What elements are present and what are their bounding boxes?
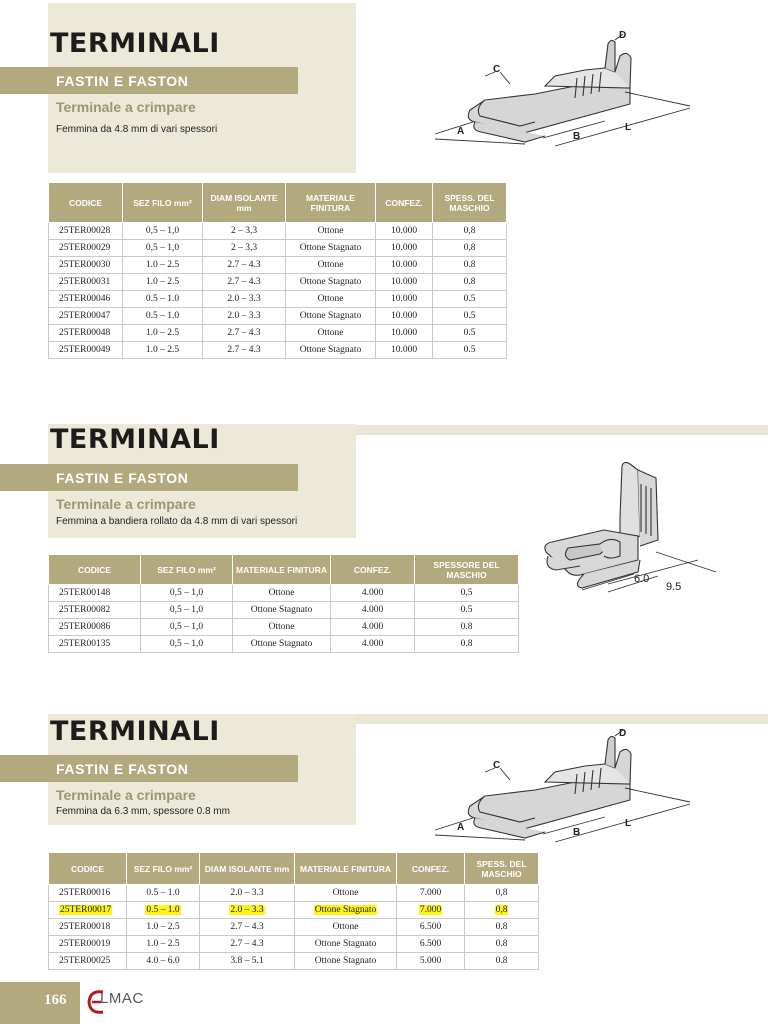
- label-l: L: [625, 818, 632, 829]
- category-label: FASTIN E FASTON: [56, 761, 189, 777]
- table-cell: 2.7 – 4.3: [200, 919, 295, 936]
- table-cell: 10.000: [376, 274, 433, 291]
- col-header: MATERIALE FINITURA: [286, 183, 376, 223]
- table-cell: 25TER00086: [49, 619, 141, 636]
- table-cell: 0.5: [433, 325, 507, 342]
- table-cell: 2.7 – 4.3: [203, 325, 286, 342]
- table-cell: Ottone Stagnato: [233, 602, 331, 619]
- table-cell: 0.8: [433, 257, 507, 274]
- section-title: TERMINALI: [50, 716, 220, 747]
- col-header: CONFEZ.: [397, 853, 465, 885]
- table-cell: 2 – 3,3: [203, 240, 286, 257]
- table-cell: Ottone: [286, 291, 376, 308]
- table-cell: 1.0 – 2.5: [127, 919, 200, 936]
- terminal-diagram: [425, 26, 710, 156]
- table-cell: 2.7 – 4.3: [200, 936, 295, 953]
- product-subtitle: Terminale a crimpare: [56, 99, 196, 115]
- table-cell: 0.8: [465, 919, 539, 936]
- table-cell: [127, 902, 200, 919]
- section-title: TERMINALI: [50, 28, 220, 59]
- table-cell: [397, 902, 465, 919]
- col-header: DIAM ISOLANTE mm: [203, 183, 286, 223]
- table-row: [49, 902, 539, 919]
- table-cell: 10.000: [376, 325, 433, 342]
- product-description: Femmina a bandiera rollato da 4.8 mm di vari spessori: [56, 516, 298, 527]
- highlighted-text: 0,8: [495, 905, 508, 915]
- table-cell: 1.0 – 2.5: [123, 325, 203, 342]
- table-cell: 0,8: [465, 885, 539, 902]
- table-cell: 0,5 – 1,0: [141, 636, 233, 653]
- table-cell: Ottone: [233, 585, 331, 602]
- table-cell: 10.000: [376, 257, 433, 274]
- col-header: SEZ FILO mm²: [141, 555, 233, 585]
- table-cell: Ottone Stagnato: [286, 342, 376, 359]
- table-cell: 2.0 – 3.3: [203, 308, 286, 325]
- table-cell: 25TER00018: [49, 919, 127, 936]
- table-cell: 0,5 – 1,0: [141, 619, 233, 636]
- table-row: [49, 619, 519, 636]
- table-cell: Ottone Stagnato: [233, 636, 331, 653]
- table-cell: 0.8: [433, 274, 507, 291]
- terminal-diagram: [538, 456, 720, 612]
- table-body: [49, 585, 519, 653]
- col-header: SPESSORE DEL MASCHIO: [415, 555, 519, 585]
- table-row: [49, 885, 539, 902]
- spec-table: [48, 182, 507, 359]
- table-cell: 0.5: [415, 602, 519, 619]
- label-a: A: [457, 822, 465, 833]
- table-body: [49, 885, 539, 970]
- table-cell: 4.000: [331, 585, 415, 602]
- table-cell: 2.0 – 3.3: [203, 291, 286, 308]
- table-cell: 0.5: [433, 291, 507, 308]
- table-cell: 2.7 – 4.3: [203, 342, 286, 359]
- col-header: CONFEZ.: [376, 183, 433, 223]
- table-cell: 25TER00030: [49, 257, 123, 274]
- table-cell: 0,5 – 1,0: [141, 585, 233, 602]
- table-cell: 7.000: [397, 885, 465, 902]
- table-cell: 0.8: [465, 936, 539, 953]
- table-cell: 25TER00135: [49, 636, 141, 653]
- table-cell: 10.000: [376, 342, 433, 359]
- table-cell: 0,8: [433, 240, 507, 257]
- table-cell: 25TER00019: [49, 936, 127, 953]
- table-cell: 4.000: [331, 636, 415, 653]
- table-row: [49, 223, 507, 240]
- highlighted-text: 0.5 – 1.0: [146, 905, 180, 915]
- logo-wordmark: LMAC: [100, 990, 144, 1007]
- terminal-diagram: [425, 726, 710, 852]
- category-label: FASTIN E FASTON: [56, 470, 189, 486]
- page-number: 166: [44, 992, 67, 1008]
- product-description: Femmina da 6.3 mm, spessore 0.8 mm: [56, 806, 230, 817]
- table-cell: 25TER00028: [49, 223, 123, 240]
- table-cell: Ottone Stagnato: [295, 953, 397, 970]
- table-cell: Ottone: [233, 619, 331, 636]
- table-row: [49, 257, 507, 274]
- table-cell: 2.0 – 3.3: [200, 885, 295, 902]
- section-rule: [356, 425, 768, 435]
- label-d: D: [619, 728, 627, 739]
- table-row: [49, 291, 507, 308]
- product-description: Femmina da 4.8 mm di vari spessori: [56, 124, 218, 135]
- col-header: SEZ FILO mm²: [123, 183, 203, 223]
- table-cell: 0.5 – 1.0: [123, 308, 203, 325]
- table-cell: 0,8: [433, 223, 507, 240]
- table-cell: 1.0 – 2.5: [123, 257, 203, 274]
- table-cell: 25TER00025: [49, 953, 127, 970]
- highlighted-text: 7.000: [419, 905, 442, 915]
- col-header: DIAM ISOLANTE mm: [200, 853, 295, 885]
- col-header: CONFEZ.: [331, 555, 415, 585]
- product-subtitle: Terminale a crimpare: [56, 496, 196, 512]
- col-header: SPESS. DEL MASCHIO: [465, 853, 539, 885]
- table-cell: 0.5 – 1.0: [123, 291, 203, 308]
- label-c: C: [493, 64, 501, 75]
- table-cell: 6.500: [397, 936, 465, 953]
- col-header: CODICE: [49, 183, 123, 223]
- table-cell: 0.8: [465, 953, 539, 970]
- table-cell: [49, 902, 127, 919]
- label-a: A: [457, 126, 465, 137]
- col-header: SEZ FILO mm²: [127, 853, 200, 885]
- table-cell: 25TER00049: [49, 342, 123, 359]
- table-cell: 25TER00048: [49, 325, 123, 342]
- col-header: CODICE: [49, 853, 127, 885]
- table-cell: 2.7 – 4.3: [203, 274, 286, 291]
- category-band: [0, 67, 298, 94]
- table-cell: 0.8: [415, 619, 519, 636]
- table-cell: 1.0 – 2.5: [127, 936, 200, 953]
- table-cell: 25TER00082: [49, 602, 141, 619]
- table-row: [49, 585, 519, 602]
- table-cell: 10.000: [376, 308, 433, 325]
- category-band: [0, 755, 298, 782]
- table-cell: Ottone: [286, 223, 376, 240]
- category-label: FASTIN E FASTON: [56, 73, 189, 89]
- table-cell: 0,5 – 1,0: [123, 223, 203, 240]
- table-cell: 2 – 3,3: [203, 223, 286, 240]
- highlighted-text: Ottone Stagnato: [314, 905, 377, 915]
- label-c: C: [493, 760, 501, 771]
- table-cell: 0,5 – 1,0: [123, 240, 203, 257]
- table-cell: 0.8: [415, 636, 519, 653]
- category-band: [0, 464, 298, 491]
- table-cell: 25TER00029: [49, 240, 123, 257]
- table-cell: 10.000: [376, 291, 433, 308]
- table-cell: 10.000: [376, 223, 433, 240]
- table-cell: 10.000: [376, 240, 433, 257]
- table-cell: 25TER00031: [49, 274, 123, 291]
- highlighted-text: 2.0 – 3.3: [230, 905, 264, 915]
- table-cell: 25TER00046: [49, 291, 123, 308]
- col-header: MATERIALE FINITURA: [295, 853, 397, 885]
- table-cell: 5.000: [397, 953, 465, 970]
- table-cell: Ottone Stagnato: [286, 308, 376, 325]
- table-header-row: [49, 183, 507, 223]
- table-row: [49, 240, 507, 257]
- label-9-5: 9.5: [666, 581, 682, 593]
- col-header: CODICE: [49, 555, 141, 585]
- table-cell: 4.000: [331, 602, 415, 619]
- table-row: [49, 342, 507, 359]
- table-cell: 0.5 – 1.0: [127, 885, 200, 902]
- table-row: [49, 919, 539, 936]
- label-b: B: [573, 131, 581, 142]
- table-cell: Ottone: [295, 919, 397, 936]
- table-cell: 4.000: [331, 619, 415, 636]
- table-cell: 0.5: [433, 308, 507, 325]
- spec-table: [48, 554, 519, 653]
- label-6-0: 6.0: [634, 573, 650, 585]
- highlighted-text: 25TER00017: [60, 905, 112, 915]
- section-title: TERMINALI: [50, 424, 220, 455]
- table-header-row: [49, 853, 539, 885]
- table-cell: 0,5 – 1,0: [141, 602, 233, 619]
- label-l: L: [625, 122, 632, 133]
- table-row: [49, 274, 507, 291]
- table-cell: 1.0 – 2.5: [123, 342, 203, 359]
- product-subtitle: Terminale a crimpare: [56, 787, 196, 803]
- section-rule: [356, 714, 768, 724]
- table-cell: 2.7 – 4.3: [203, 257, 286, 274]
- table-cell: [295, 902, 397, 919]
- table-cell: Ottone Stagnato: [295, 936, 397, 953]
- table-cell: [200, 902, 295, 919]
- table-cell: Ottone: [286, 325, 376, 342]
- table-row: [49, 936, 539, 953]
- table-body: [49, 223, 507, 359]
- col-header: MATERIALE FINITURA: [233, 555, 331, 585]
- table-cell: 3.8 – 5.1: [200, 953, 295, 970]
- table-cell: 4.0 – 6.0: [127, 953, 200, 970]
- spec-table: [48, 852, 539, 970]
- table-cell: 25TER00016: [49, 885, 127, 902]
- table-row: [49, 953, 539, 970]
- table-row: [49, 325, 507, 342]
- table-cell: 1.0 – 2.5: [123, 274, 203, 291]
- footer-band: [0, 982, 80, 1024]
- label-b: B: [573, 827, 581, 838]
- table-header-row: [49, 555, 519, 585]
- label-d: D: [619, 30, 627, 41]
- table-row: [49, 308, 507, 325]
- table-cell: 0.5: [433, 342, 507, 359]
- table-cell: 25TER00148: [49, 585, 141, 602]
- table-cell: [465, 902, 539, 919]
- table-cell: 25TER00047: [49, 308, 123, 325]
- table-row: [49, 602, 519, 619]
- table-row: [49, 636, 519, 653]
- table-cell: 6.500: [397, 919, 465, 936]
- table-cell: 0,5: [415, 585, 519, 602]
- table-cell: Ottone Stagnato: [286, 274, 376, 291]
- table-cell: Ottone: [286, 257, 376, 274]
- table-cell: Ottone: [295, 885, 397, 902]
- col-header: SPESS. DEL MASCHIO: [433, 183, 507, 223]
- table-cell: Ottone Stagnato: [286, 240, 376, 257]
